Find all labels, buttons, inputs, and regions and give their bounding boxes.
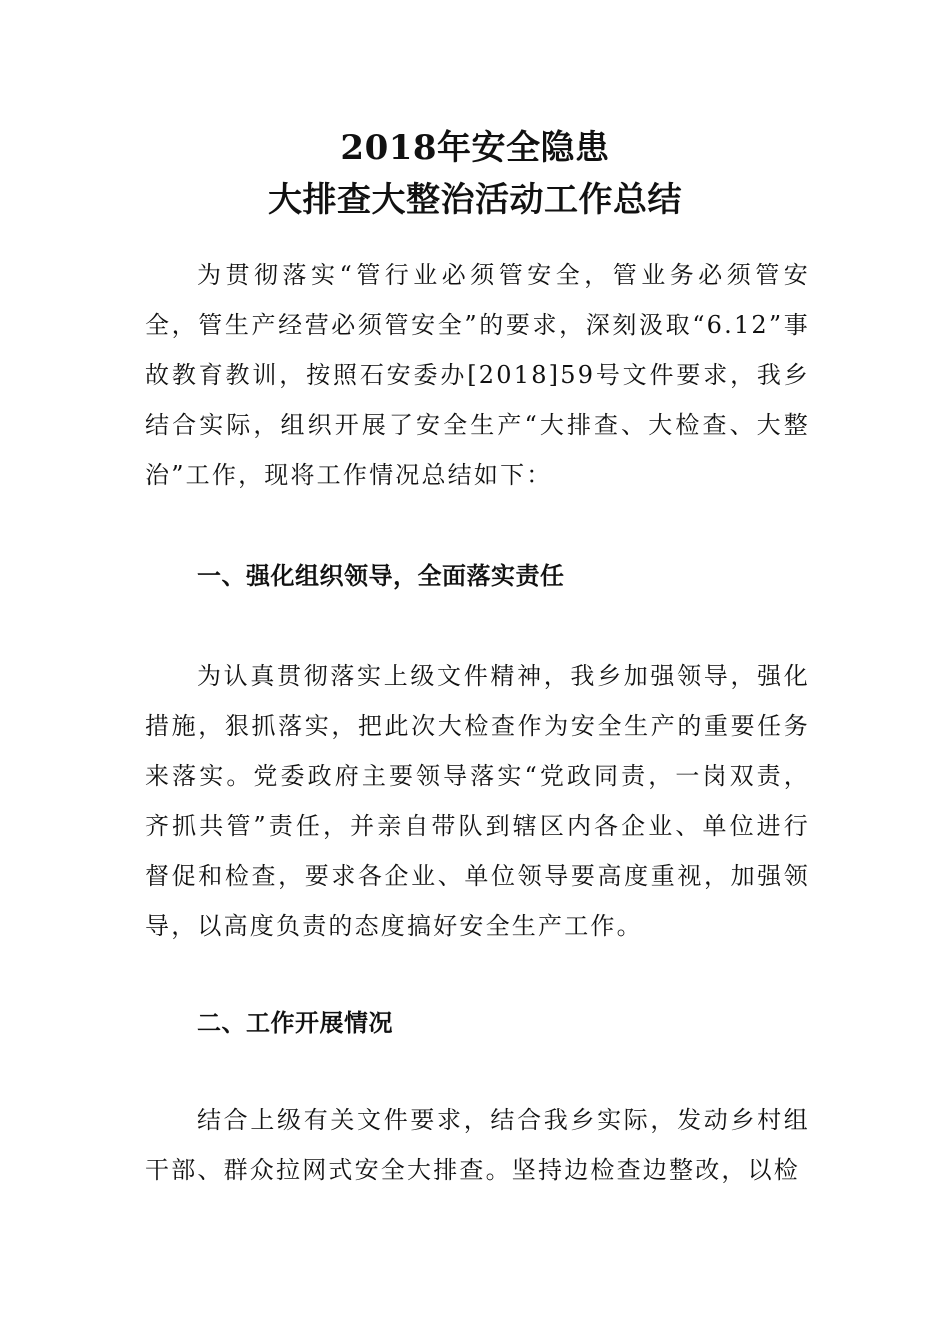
section2-paragraph: 结合上级有关文件要求，结合我乡实际，发动乡村组干部、群众拉网式安全大排查。坚持边检查边整改，以检 [145,1106,810,1184]
document-title-line1: 2018年安全隐患 [340,128,610,168]
section1-heading: 一、强化组织领导，全面落实责任 [197,562,565,590]
intro-paragraph: 为贯彻落实“管行业必须管安全，管业务必须管安全，管生产经营必须管安全”的要求，深刻汲取“6.12”事故教育教训，按照石安委办[2018]59号文件要求，我乡结合实际，组织开展了安全生产“大排查、大检查、大整治”工作，现将工作情况总结如下： [145,261,810,489]
section1-paragraph: 为认真贯彻落实上级文件精神，我乡加强领导，强化措施，狠抓落实，把此次大检查作为安全生产的重要任务来落实。党委政府主要领导落实“党政同责，一岗双责，齐抓共管”责任，并亲自带队到辖区内各企业、单位进行督促和检查，要求各企业、单位领导要高度重视，加强领导，以高度负责的态度搞好安全生产工作。 [145,662,810,940]
document-title-line2: 大排查大整治活动工作总结 [268,180,682,220]
section2-heading: 二、工作开展情况 [197,1009,393,1037]
